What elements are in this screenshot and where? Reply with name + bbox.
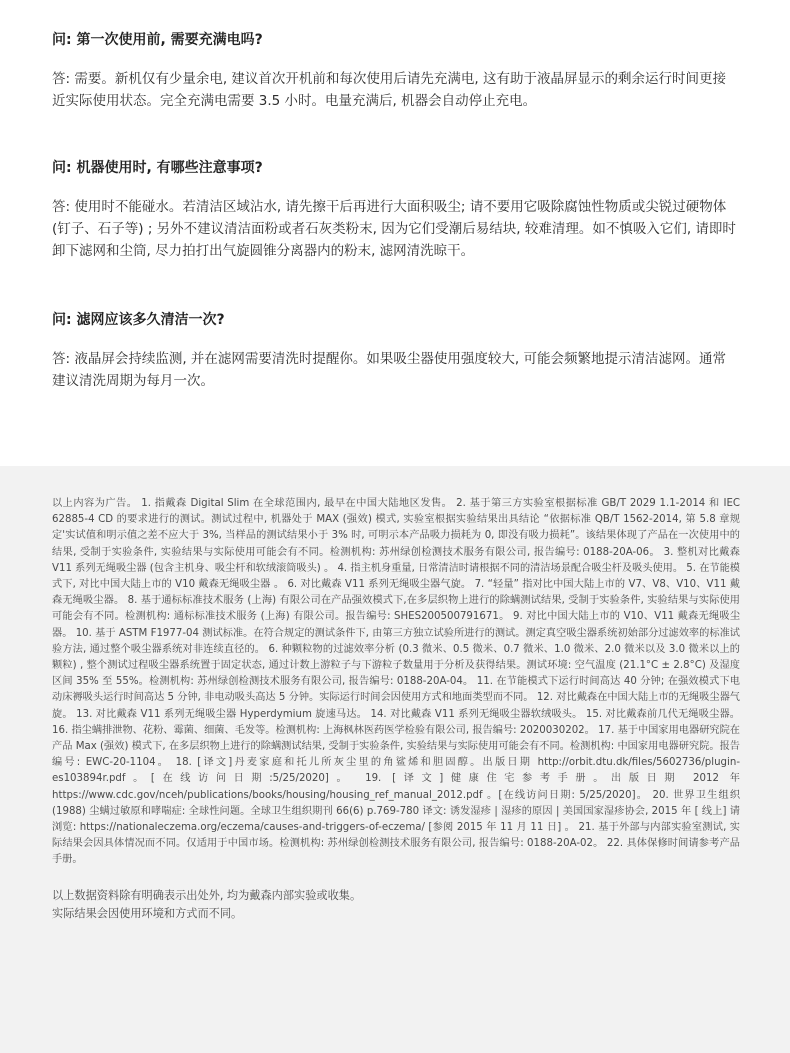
faq-answer: 答: 液晶屏会持续监测, 并在滤网需要清洗时提醒你。如果吸尘器使用强度较大, 可能会频繁地提示清洁滤网。通常建议清洗周期为每月一次。 — [52, 351, 727, 389]
faq-section — [0, 0, 790, 466]
footnotes-text: 以上内容为广告。 1. 指戴森 Digital Slim 在全球范围内, 最早在中国大陆地区发售。 2. 基于第三方实验室根据标准 GB/T 2029 1.1-2014 和 IEC 62885-4 CD 的要求进行的测试。测试过程中, 机器处于 MAX (强效) 模式, 实验室根据实验结果出具结论 “依据标准 QB/T 1562-2014, 第 5.8 章规定'实试值和明示值之差不应大于 3%, 当样品的测试结果小于 3% 时, 可明示本产品吸力损耗为 0, 即没有吸力损耗”。该结果体现了产品在一次使用中的结果, 受制于实验条件, 实验结果与实际使用可能会有不同。检测机构: 苏州绿创检测技术服务有限公司, 报告编号: 0188-20A-06。 3. 整机对比戴森 V11 系列无绳吸尘器 (包含主机身、吸尘杆和软绒滚筒吸头) 。 4. 指主机身重量, 日常清洁时请根据不同的清洁场景配合吸尘杆及吸头使用。 5. 在节能模式下, 对比中国大陆上市的 V10 戴森无绳吸尘器 。 6. 对比戴森 V11 系列无绳吸尘器气旋。 7. “轻量” 指对比中国大陆上市的 V7、V8、V10、V11 戴森无绳吸尘器。 8. 基于通标标准技术服务 (上海) 有限公司在产品强效模式下,在多层织物上进行的除螨测试结果, 受制于实验条件, 实验结果与实际使用可能会有不同。检测机构: 通标标准技术服务 (上海) 有限公司。报告编号: SHES200500791671。 9. 对比中国大陆上市的 V10、V11 戴森无绳吸尘器。 10. 基于 ASTM F1977-04 测试标准。在符合规定的测试条件下, 由第三方独立试验所进行的测试。测定真空吸尘器系统初始部分过滤效率的标准试验方法, 通过整个吸尘器系统对非连续直径的。 6. 种颗粒物的过滤效率分析 (0.3 微米、0.5 微米、0.7 微米、1.0 微米、2.0 微米以及 3.0 微米以上的颗粒) , 整个测试过程吸尘器系统置于固定状态, 通过计数上游粒子与下游粒子数量用于分析及获得结果。测试环境: 空气温度 (21.1°C ± 2.8°C) 及湿度区间 35% 至 55%。检测机构: 苏州绿创检测技术服务有限公司, 报告编号: 0188-20A-04。 11. 在节能模式下运行时间高达 40 分钟; 在强效模式下电动床褥吸头运行时间高达 5 分钟, 非电动吸头高达 5 分钟。实际运行时间会因使用方式和地面类型而不同。 12. 对比戴森在中国大陆上市的无绳吸尘器气旋。 13. 对比戴森 V11 系列无绳吸尘器 Hyperdymium 旋速马达。 14. 对比戴森 V11 系列无绳吸尘器软绒吸头。 15. 对比戴森前几代无绳吸尘器。 16. 指尘螨排泄物、花粉、霉菌、细菌、毛发等。检测机构: 上海枫林医药医学检验有限公司, 报告编号: 2020030202。 17. 基于中国家用电器研究院在产品 Max (强效) 模式下, 在多层织物上进行的除螨测试结果, 受制于实验条件, 实验结果与实际使用可能会有不同。检测机构: 中国家用电器研究院。报告编号: EWC-20-1104。 18. [译文]丹麦家庭和托儿所灰尘里的角鲨烯和胆固醇。出版日期 http://orbit.dtu.dk/files/5602736/plugin-es103894r.pdf。[在线访问日期:5/25/2020]。 19. [译文]健康住宅参考手册。出版日期 2012 年 https://www.cdc.gov/nceh/publications/books/housing/housing_ref_manual_2012.pdf 。[在线访问日期: 5/25/2020]。 20. 世界卫生组织 (1988) 尘螨过敏原和哮喘症: 全球性问题。全球卫生组织期刊 66(6) p.769-780 译文: 诱发湿疹 | 湿疹的原因 | 美国国家湿疹协会, 2015 年 [ 线上] 请浏览: https://nationaleczema.org/eczema/causes-and-triggers-of-eczema/ [参阅 2015 年 11 月 11 日] 。 21. 基于外部与内部实验室测试, 实际结果会因具体情况而不同。仅适用于中国市场。检测机构: 苏州绿创检测技术服务有限公司, 报告编号: 0188-20A-02。 22. 具体保修时间请参考产品手册。 — [52, 498, 741, 866]
disclaimer-line: 以上数据资料除有明确表示出处外, 均为戴森内部实验或收集。 — [52, 888, 362, 902]
faq-item — [52, 158, 738, 262]
legal-footer — [0, 466, 790, 1053]
faq-question: 问: 第一次使用前, 需要充满电吗? — [52, 32, 263, 48]
faq-answer: 答: 使用时不能碰水。若清洁区域沾水, 请先擦干后再进行大面积吸尘; 请不要用它吸除腐蚀性物质或尖锐过硬物体 (钉子、石子等) ; 另外不建议清洁面粉或者石灰类粉末, 因为它们受潮后易结块, 较难清理。如不慎吸入它们, 请即时卸下滤网和尘筒, 尽力拍打出气旋圆锥分离器内的粉末, 滤网清洗晾干。 — [52, 199, 736, 259]
disclaimer — [52, 887, 740, 923]
faq-answer: 答: 需要。新机仅有少量余电, 建议首次开机前和每次使用后请先充满电, 这有助于液晶屏显示的剩余运行时间更接近实际使用状态。完全充满电需要 3.5 小时。电量充满后, 机器会自动停止充电。 — [52, 71, 727, 109]
disclaimer-line: 实际结果会因使用环境和方式而不同。 — [52, 906, 243, 920]
faq-question: 问: 机器使用时, 有哪些注意事项? — [52, 160, 263, 176]
faq-item — [52, 30, 738, 112]
faq-question: 问: 滤网应该多久清洁一次? — [52, 312, 225, 328]
faq-item — [52, 310, 738, 392]
